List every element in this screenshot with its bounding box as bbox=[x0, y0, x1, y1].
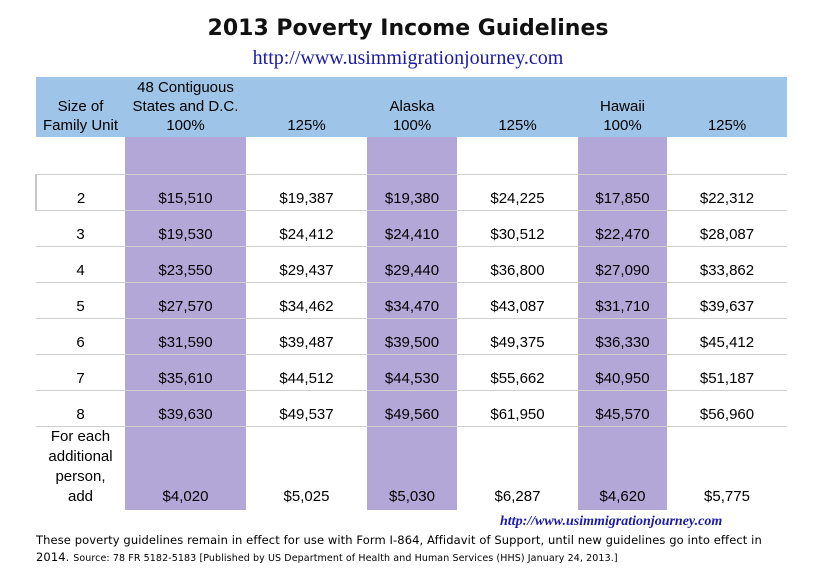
spacer-cell bbox=[667, 137, 787, 174]
income-cell: $23,550 bbox=[125, 246, 246, 282]
income-cell: $56,960 bbox=[667, 390, 787, 426]
spacer-cell bbox=[125, 137, 246, 174]
income-cell: $39,487 bbox=[246, 318, 367, 354]
income-cell: $19,387 bbox=[246, 174, 367, 210]
table-row bbox=[36, 210, 787, 246]
income-cell: $30,512 bbox=[457, 210, 578, 246]
family-size-cell: 3 bbox=[36, 210, 125, 246]
family-size-cell: 4 bbox=[36, 246, 125, 282]
family-size-cell: 8 bbox=[36, 390, 125, 426]
additional-amount-cell: $5,025 bbox=[283, 487, 330, 505]
footnote bbox=[36, 532, 796, 567]
income-cell: $33,862 bbox=[667, 246, 787, 282]
family-size-cell: 6 bbox=[36, 318, 125, 354]
income-cell: $36,800 bbox=[457, 246, 578, 282]
spacer-row bbox=[36, 137, 787, 174]
income-cell: $27,090 bbox=[578, 246, 667, 282]
income-cell: $22,312 bbox=[667, 174, 787, 210]
footnote-main: These poverty guidelines remain in effect for use with Form I-864, Affidavit of Support, until new guidelines go into effect in 2014. bbox=[36, 533, 762, 564]
table-row bbox=[36, 390, 787, 426]
income-cell: $44,530 bbox=[367, 354, 457, 390]
spacer-cell bbox=[457, 137, 578, 174]
spacer-cell bbox=[578, 137, 667, 174]
income-cell: $31,710 bbox=[578, 282, 667, 318]
table-row bbox=[36, 246, 787, 282]
table-row bbox=[36, 174, 787, 210]
income-cell: $27,570 bbox=[125, 282, 246, 318]
site-url-link[interactable]: http://www.usimmigrationjourney.com bbox=[252, 47, 564, 69]
table-header-row bbox=[36, 77, 787, 137]
family-size-cell: 5 bbox=[36, 282, 125, 318]
income-cell: $17,850 bbox=[578, 174, 667, 210]
income-cell: $49,537 bbox=[246, 390, 367, 426]
income-cell: $61,950 bbox=[457, 390, 578, 426]
income-cell: $22,470 bbox=[578, 210, 667, 246]
income-cell: $39,630 bbox=[125, 390, 246, 426]
income-cell: $51,187 bbox=[667, 354, 787, 390]
income-cell: $28,087 bbox=[667, 210, 787, 246]
income-cell: $49,375 bbox=[457, 318, 578, 354]
income-cell: $45,412 bbox=[667, 318, 787, 354]
table-body bbox=[36, 137, 787, 510]
income-cell: $55,662 bbox=[457, 354, 578, 390]
income-cell: $43,087 bbox=[457, 282, 578, 318]
income-cell: $31,590 bbox=[125, 318, 246, 354]
additional-amount-cell: $4,620 bbox=[578, 426, 667, 510]
income-cell: $40,950 bbox=[578, 354, 667, 390]
income-cell: $24,410 bbox=[367, 210, 457, 246]
income-cell: $24,225 bbox=[457, 174, 578, 210]
income-cell: $19,530 bbox=[125, 210, 246, 246]
income-cell: $29,437 bbox=[246, 246, 367, 282]
income-cell: $39,637 bbox=[667, 282, 787, 318]
additional-person-label: For each additional person, add bbox=[48, 427, 113, 505]
income-cell: $34,470 bbox=[367, 282, 457, 318]
additional-person-row bbox=[36, 426, 787, 510]
additional-amount-cell: $5,030 bbox=[367, 426, 457, 510]
income-cell: $45,570 bbox=[578, 390, 667, 426]
additional-amount-cell: $6,287 bbox=[494, 487, 541, 505]
income-cell: $35,610 bbox=[125, 354, 246, 390]
income-cell: $34,462 bbox=[246, 282, 367, 318]
income-cell: $29,440 bbox=[367, 246, 457, 282]
column-header-5: Hawaii 100% bbox=[578, 77, 667, 137]
column-header-2: 125% bbox=[246, 77, 367, 137]
spacer-cell bbox=[36, 137, 125, 174]
income-cell: $15,510 bbox=[125, 174, 246, 210]
additional-amount-cell: $4,020 bbox=[125, 426, 246, 510]
column-header-0: Size of Family Unit bbox=[36, 77, 125, 137]
income-cell: $49,560 bbox=[367, 390, 457, 426]
spacer-cell bbox=[246, 137, 367, 174]
column-header-3: Alaska 100% bbox=[367, 77, 457, 137]
footer-url-link[interactable]: http://www.usimmigrationjourney.com bbox=[500, 514, 723, 529]
income-cell: $19,380 bbox=[367, 174, 457, 210]
income-cell: $44,512 bbox=[246, 354, 367, 390]
family-size-cell: 7 bbox=[36, 354, 125, 390]
table-row bbox=[36, 318, 787, 354]
column-header-1: 48 Contiguous States and D.C. 100% bbox=[125, 77, 246, 137]
income-cell: $36,330 bbox=[578, 318, 667, 354]
spacer-cell bbox=[367, 137, 457, 174]
page-title: 2013 Poverty Income Guidelines bbox=[207, 16, 609, 41]
poverty-guidelines-table bbox=[35, 77, 787, 510]
column-header-6: 125% bbox=[667, 77, 787, 137]
family-size-cell: 2 bbox=[36, 174, 125, 210]
income-cell: $24,412 bbox=[246, 210, 367, 246]
table-row bbox=[36, 282, 787, 318]
footnote-source: Source: 78 FR 5182-5183 [Published by US Department of Health and Human Services (HHS) January 24, 2013.] bbox=[73, 553, 618, 564]
column-header-4: 125% bbox=[457, 77, 578, 137]
additional-amount-cell: $5,775 bbox=[704, 487, 750, 505]
income-cell: $39,500 bbox=[367, 318, 457, 354]
table-row bbox=[36, 354, 787, 390]
